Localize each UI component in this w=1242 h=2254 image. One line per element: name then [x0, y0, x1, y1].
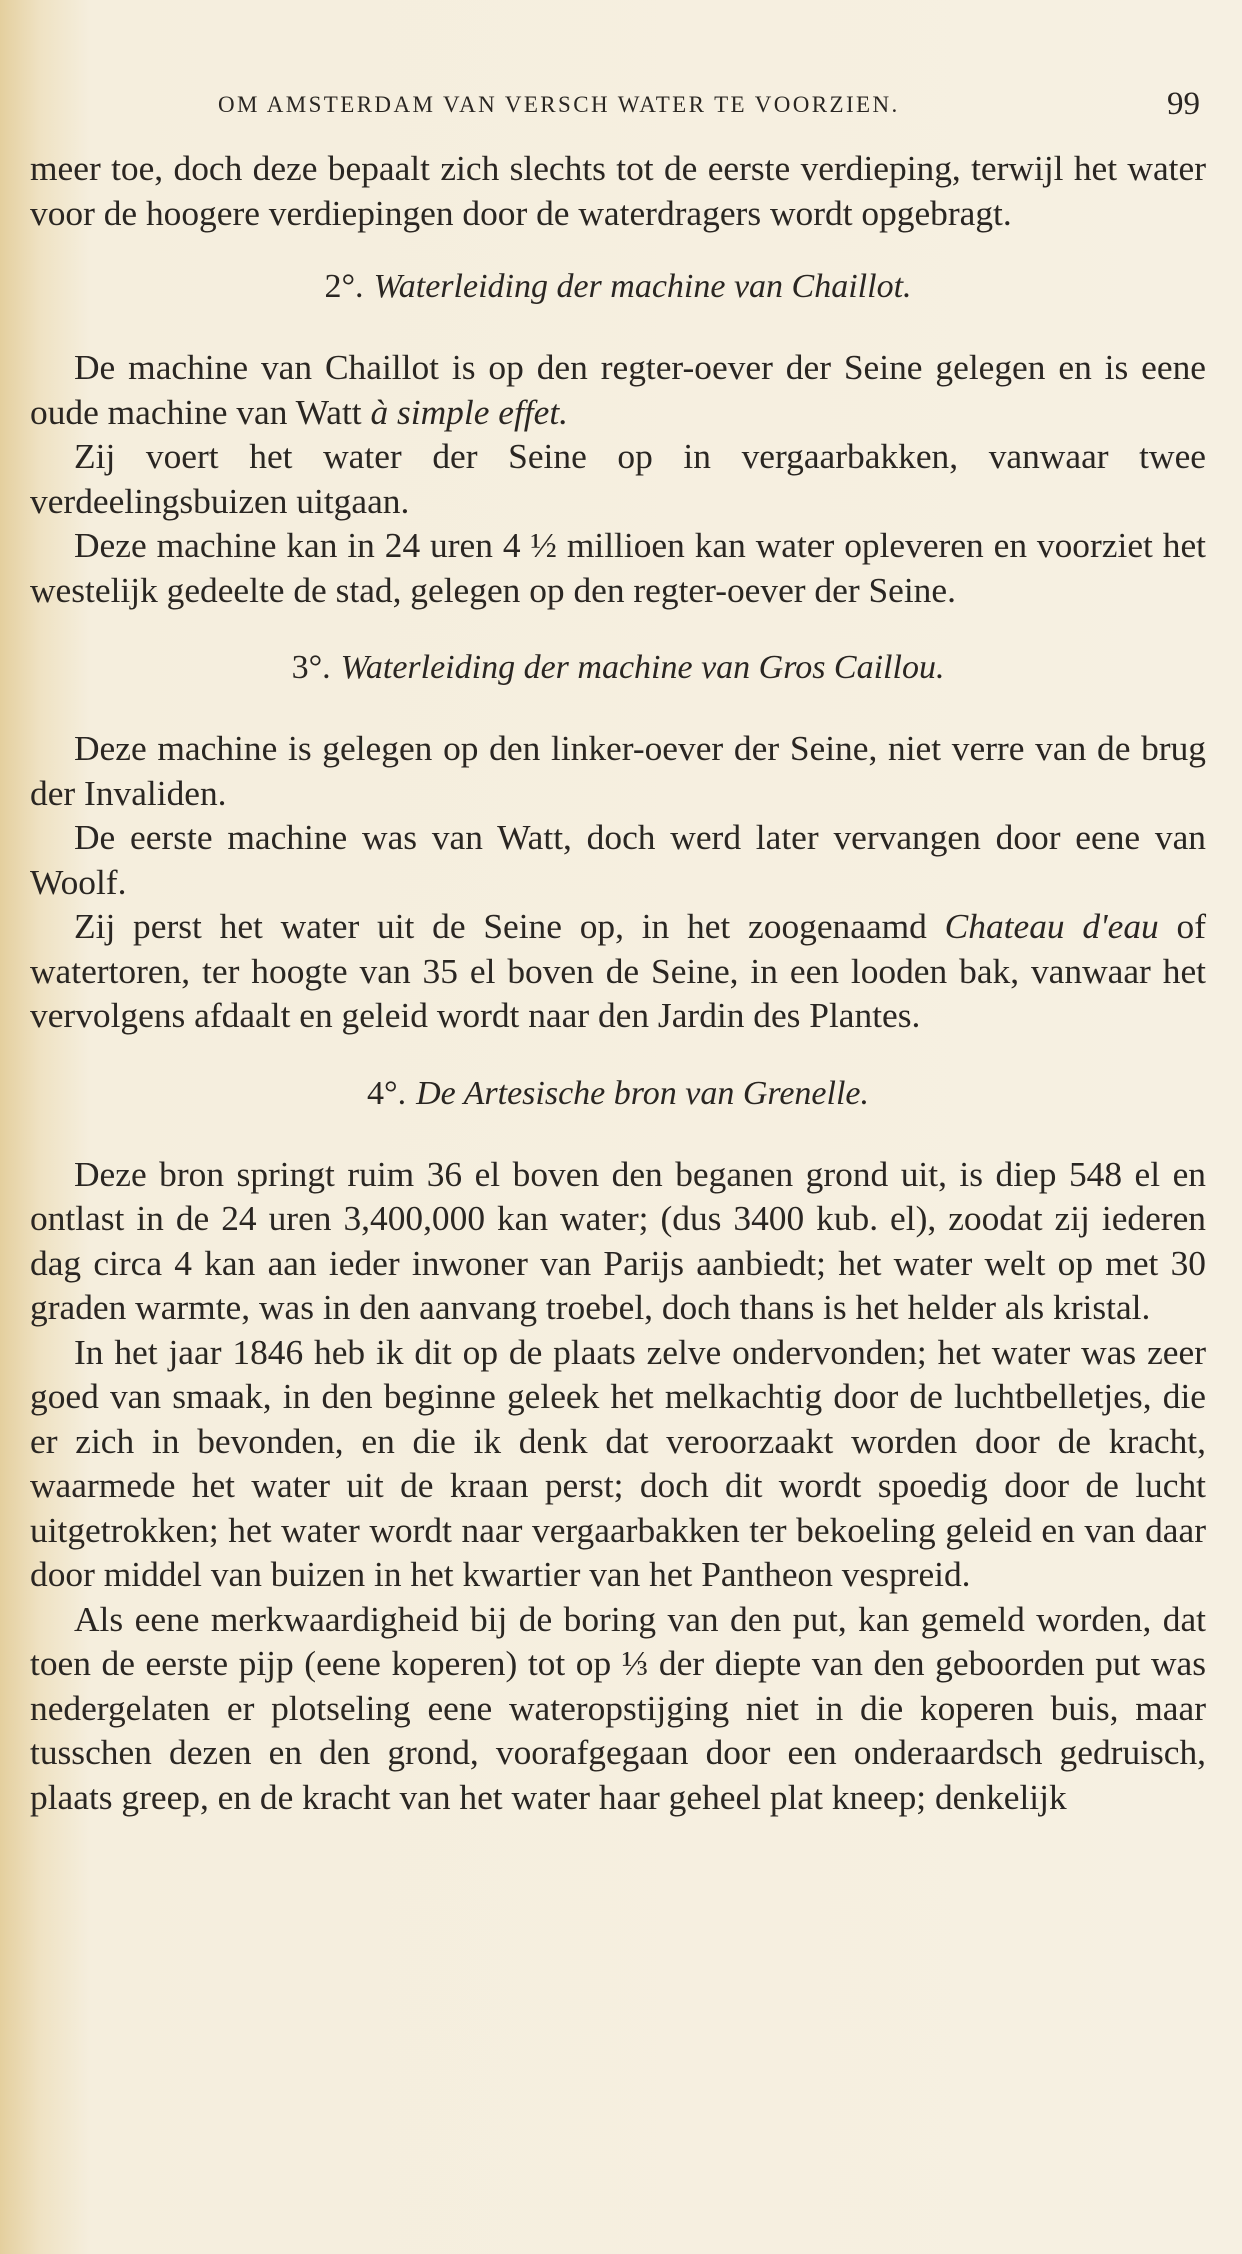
section-title: Waterleiding der machine van Gros Caillou. — [340, 649, 945, 686]
section-heading-grenelle — [30, 1038, 1206, 1152]
paragraph — [30, 904, 1206, 1038]
section-number: 4°. — [366, 1074, 407, 1112]
paragraph: De eerste machine was van Watt, doch werd later vervangen door eene van Woolf. — [30, 817, 1206, 902]
paragraph: Als eene merkwaardigheid bij de boring van den put, kan gemeld worden, dat toen de eerste pijp (eene koperen) tot op ⅓ der diepte van den geboorden put was nedergelaten er plotseling eene wateropstijging niet in die koperen buis, maar tusschen dezen en den grond, voorafgegaan door een onderaardsch gedruisch, plaats greep, en de kracht van het water haar geheel plat kneep; denkelijk — [30, 1598, 1206, 1817]
paragraph-text: De machine van Chaillot is op den regter-oever der Seine gelegen en is eene oude machine van Watt — [30, 347, 1206, 432]
running-title: OM AMSTERDAM VAN VERSCH WATER TE VOORZIEN. — [218, 92, 900, 117]
paragraph — [30, 345, 1206, 434]
page-number: 99 — [1167, 86, 1200, 122]
body-text — [30, 146, 1206, 1819]
italic-phrase: Chateau d'eau — [944, 906, 1159, 946]
paragraph: Zij voert het water der Seine op in vergaarbakken, vanwaar twee verdeelingsbuizen uitgaan. — [30, 436, 1206, 521]
section-heading-chaillot — [30, 235, 1206, 345]
section-number: 3°. — [291, 649, 331, 686]
section-number: 2°. — [324, 268, 364, 305]
paragraph-text: Zij perst het water uit de Seine op, in het zoogenaamd — [74, 906, 945, 946]
section-title: Waterleiding der machine van Chaillot. — [373, 268, 912, 305]
paragraph: Deze machine is gelegen op den linker-oever der Seine, niet verre van de brug der Invaliden. — [30, 728, 1206, 813]
running-head — [30, 86, 1212, 126]
paragraph-text: of watertoren, ter hoogte van 35 el boven de Seine, in een looden bak, vanwaar het vervolgens afdaalt en geleid wordt naar den Jardin des Plantes. — [30, 906, 1206, 1035]
paragraph-continued: meer toe, doch deze bepaalt zich slechts tot de eerste verdieping, terwijl het water voor de hoogere verdiepingen door de waterdragers wordt opgebragt. — [30, 148, 1206, 233]
italic-phrase: à simple effet. — [370, 391, 569, 432]
paragraph: Deze machine kan in 24 uren 4 ½ millioen kan water opleveren en voorziet het westelijk gedeelte de stad, gelegen op den regter-oever der Seine. — [30, 525, 1206, 610]
paragraph: In het jaar 1846 heb ik dit op de plaats zelve ondervonden; het water was zeer goed van smaak, in den beginne geleek het melkachtig door de luchtbelletjes, die er zich in bevonden, en die ik denk dat veroorzaakt worden door de kracht, waarmede het water uit de kraan perst; doch dit wordt spoedig door de lucht uitgetrokken; het water wordt naar vergaarbakken ter bekoeling geleid en van daar door middel van buizen in het kwartier van het Pantheon vespreid. — [30, 1331, 1206, 1594]
section-title: De Artesische bron van Grenelle. — [416, 1074, 870, 1112]
paragraph: Deze bron springt ruim 36 el boven den beganen grond uit, is diep 548 el en ontlast in de 24 uren 3,400,000 kan water; (dus 3400 kub. el), zoodat zij iederen dag circa 4 kan aan ieder inwoner van Parijs aanbiedt; het water welt op met 30 graden warmte, was in den aanvang troebel, doch thans is het helder als kristal. — [30, 1153, 1206, 1327]
section-heading-gros-caillou — [30, 612, 1206, 726]
